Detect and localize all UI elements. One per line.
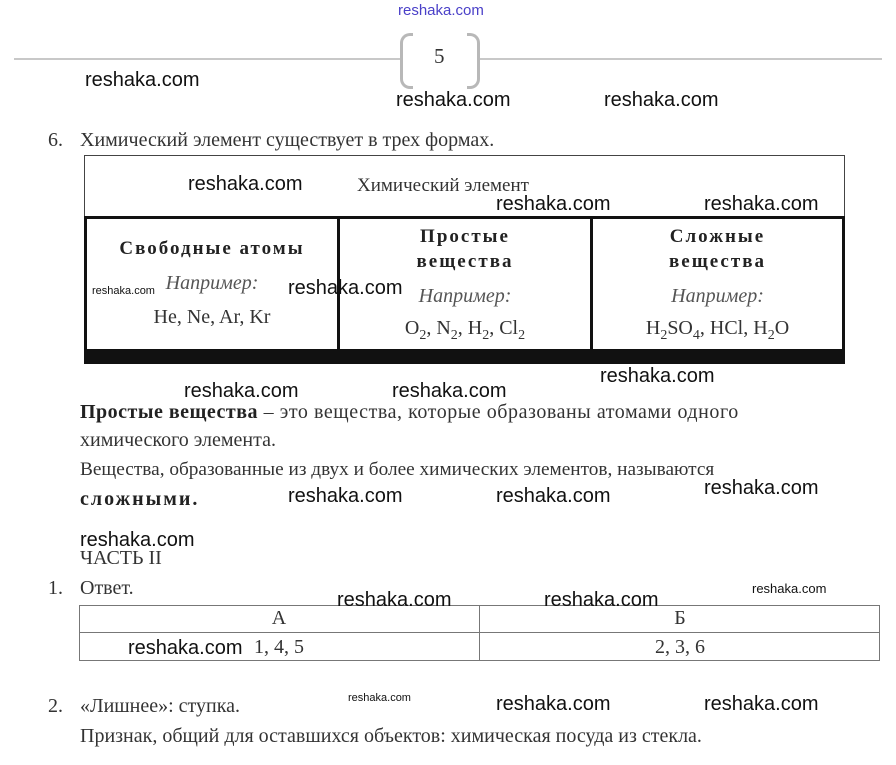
col2-title-line2: вещества [416, 251, 514, 272]
watermark: reshaka.com [604, 89, 719, 111]
col1-example: He, Ne, Ar, Kr [153, 306, 271, 328]
col3-title-line1: Сложные [669, 226, 766, 247]
scheme-inner-right [842, 216, 845, 352]
answer-header-b: Б [674, 607, 686, 629]
watermark: reshaka.com [496, 193, 611, 215]
definition-complex-term: сложными. [80, 488, 200, 510]
col2-example-label: Например: [418, 285, 512, 307]
col2-example: $O_2$, $N_2$, $H_2$, $Cl_2$ [404, 317, 526, 343]
definition-complex-line1: Вещества, образованные из двух и более химических элементов, называются [80, 459, 715, 480]
watermark: reshaka.com [188, 173, 303, 195]
watermark-top: reshaka.com [398, 2, 484, 19]
page-number: 5 [434, 44, 445, 68]
page-number-bracket-right [467, 33, 480, 89]
definition-simple-line2: химического элемента. [80, 429, 276, 451]
col3-example: $H_2SO_4$, HCl, $H_2O$ [645, 317, 790, 343]
col1-example-label: Например: [165, 272, 259, 294]
answer-cell-b: 2, 3, 6 [655, 636, 705, 658]
scheme-bottom-bar [84, 349, 845, 364]
watermark: reshaka.com [184, 380, 299, 402]
answer-cell-a: 1, 4, 5 [254, 636, 304, 658]
col3-title-line2: вещества [669, 251, 766, 272]
watermark: reshaka.com [544, 589, 659, 611]
q6-text: Химический элемент существует в трех формах. [80, 129, 495, 151]
header-rule-right [480, 58, 882, 60]
watermark: reshaka.com [392, 380, 507, 402]
watermark-small: reshaka.com [752, 581, 827, 596]
scheme-title: Химический элемент [357, 175, 529, 196]
definition-simple-term: Простые вещества [80, 401, 259, 423]
watermark: reshaka.com [128, 637, 243, 659]
watermark: reshaka.com [85, 69, 200, 91]
page-number-bracket-left [400, 33, 413, 89]
watermark: reshaka.com [496, 693, 611, 715]
watermark: reshaka.com [704, 477, 819, 499]
watermark: reshaka.com [496, 485, 611, 507]
part2-heading: ЧАСТЬ II [80, 547, 162, 569]
col3-example-label: Например: [671, 285, 764, 307]
col1-title: Свободные атомы [119, 238, 305, 259]
watermark: reshaka.com [396, 89, 511, 111]
watermark-small: reshaka.com [348, 692, 411, 704]
q1-label: Ответ. [80, 577, 134, 599]
q2-number: 2. [48, 695, 63, 717]
watermark: reshaka.com [337, 589, 452, 611]
q6-number: 6. [48, 129, 63, 151]
watermark-small: reshaka.com [92, 285, 155, 297]
scheme-inner-top [84, 216, 845, 219]
q1-number: 1. [48, 577, 63, 599]
watermark: reshaka.com [288, 277, 403, 299]
col2-title-line1: Простые [420, 226, 510, 247]
answer-header-a: А [271, 607, 287, 629]
watermark: reshaka.com [704, 693, 819, 715]
watermark: reshaka.com [704, 193, 819, 215]
definition-simple [80, 401, 739, 424]
watermark: reshaka.com [288, 485, 403, 507]
watermark: reshaka.com [600, 365, 715, 387]
q2-line2: Признак, общий для оставшихся объектов: химическая посуда из стекла. [80, 725, 702, 747]
q2-label: «Лишнее»: ступка. [80, 695, 241, 717]
header-rule-left [14, 58, 400, 60]
definition-simple-rest: – это вещества, которые образованы атомами одного [258, 401, 739, 423]
watermark: reshaka.com [80, 529, 195, 551]
